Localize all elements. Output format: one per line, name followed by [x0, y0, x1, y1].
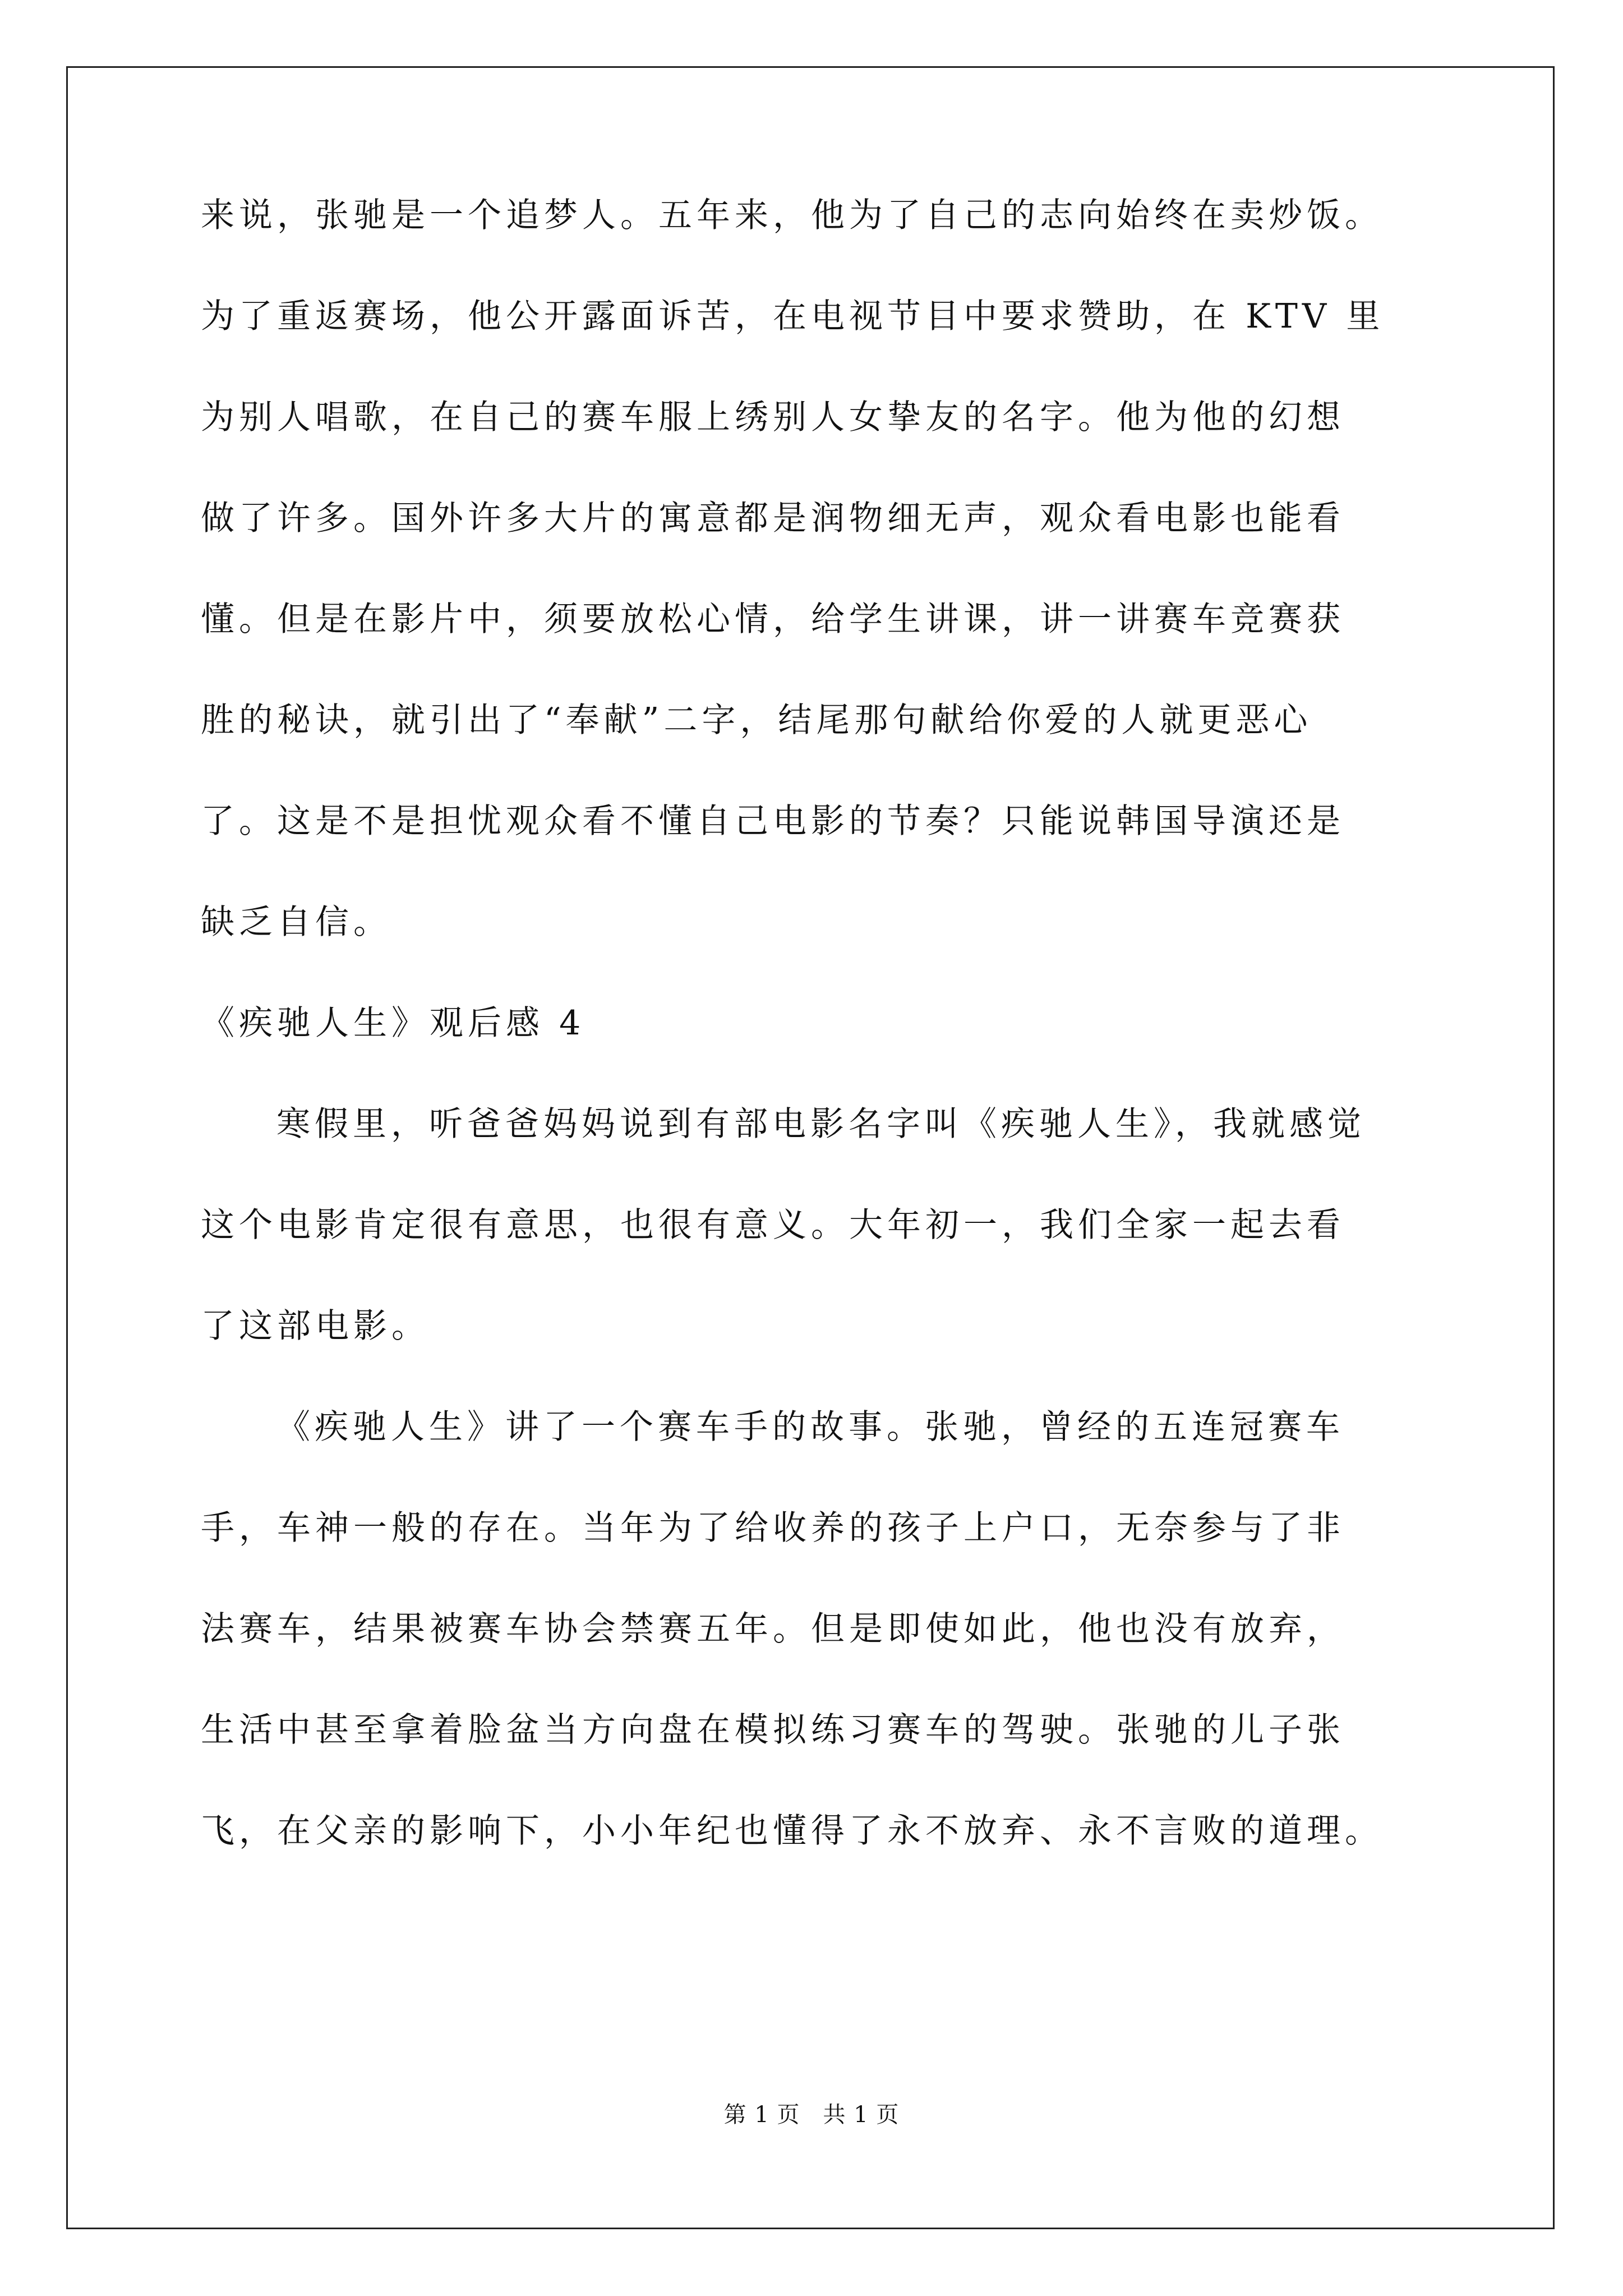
- text-line: 胜的秘诀，就引出了“奉献”二字，结尾那句献给你爱的人就更恶心: [201, 701, 1312, 740]
- section-heading: 《疾驰人生》观后感 4: [201, 1004, 585, 1043]
- text-line: 手，车神一般的存在。当年为了给收养的孩子上户口，无奈参与了非: [201, 1508, 1345, 1548]
- text-line: 生活中甚至拿着脸盆当方向盘在模拟练习赛车的驾驶。张驰的儿子张: [201, 1710, 1345, 1750]
- text-line: 来说，张驰是一个追梦人。五年来，他为了自己的志向始终在卖炒饭。: [201, 196, 1383, 235]
- page-footer: 第 1 页 共 1 页: [723, 2102, 900, 2128]
- text-line: 飞，在父亲的影响下，小小年纪也懂得了永不放弃、永不言败的道理。: [201, 1811, 1383, 1851]
- text-line: 法赛车，结果被赛车协会禁赛五年。但是即使如此，他也没有放弃，: [201, 1609, 1345, 1649]
- text-line: 《疾驰人生》讲了一个赛车手的故事。张驰，曾经的五连冠赛车: [276, 1407, 1344, 1447]
- text-line: 这个电影肯定很有意思，也很有意义。大年初一，我们全家一起去看: [201, 1205, 1345, 1245]
- text-line: 做了许多。国外许多大片的寓意都是润物细无声，观众看电影也能看: [201, 499, 1345, 538]
- text-line: 了这部电影。: [201, 1306, 430, 1346]
- text-line: 寒假里，听爸爸妈妈说到有部电影名字叫《疾驰人生》，我就感觉: [276, 1105, 1366, 1144]
- text-line: 为了重返赛场，他公开露面诉苦，在电视节目中要求赞助，在 KTV 里: [201, 297, 1385, 336]
- page-border: [66, 66, 1555, 2229]
- text-line: 缺乏自信。: [201, 903, 391, 942]
- text-line: 懂。但是在影片中，须要放松心情，给学生讲课，讲一讲赛车竞赛获: [201, 600, 1345, 639]
- text-line: 了。这是不是担忧观众看不懂自己电影的节奏？只能说韩国导演还是: [201, 802, 1345, 841]
- text-line: 为别人唱歌，在自己的赛车服上绣别人女挚友的名字。他为他的幻想: [201, 398, 1345, 437]
